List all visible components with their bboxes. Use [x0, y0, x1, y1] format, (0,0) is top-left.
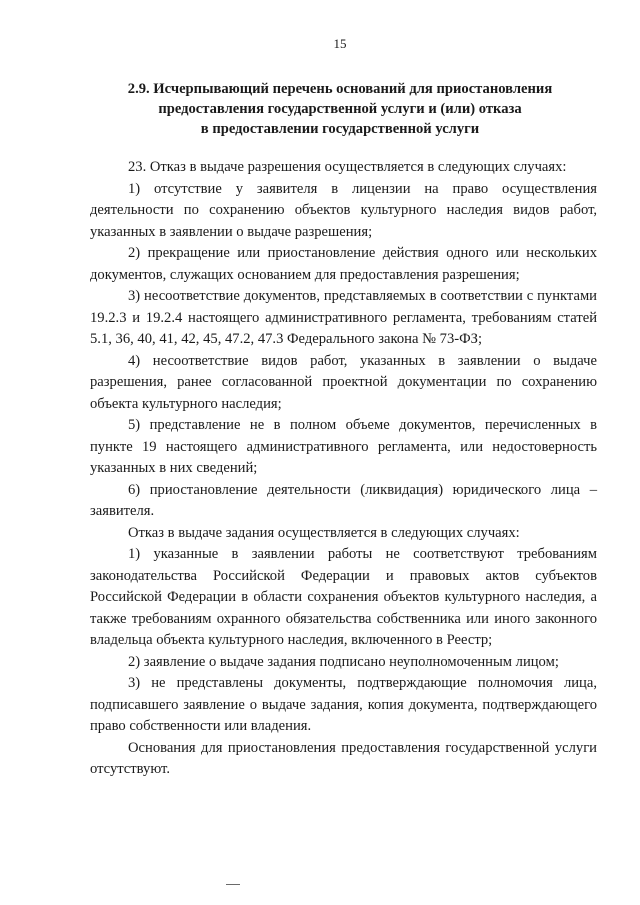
paragraph-item: 1) отсутствие у заявителя в лицензии на право осуществления деятельности по сохранению объектов культурного наследия видов работ, указанных в заявлении о выдаче разрешения;: [90, 180, 597, 240]
footer-mark: [226, 884, 240, 885]
paragraph-item: 2) заявление о выдаче задания подписано неуполномоченным лицом;: [128, 653, 559, 670]
paragraph-item: 5) представление не в полном объеме документов, перечисленных в пункте 19 настоящего административного регламента, или недостоверность указанных в них сведений;: [90, 417, 597, 476]
paragraph-item-23-intro: 23. Отказ в выдаче разрешения осуществляется в следующих случаях:: [128, 159, 567, 175]
section-heading-line: 2.9. Исчерпывающий перечень оснований для приостановления: [127, 81, 553, 97]
page-number: 15: [333, 36, 347, 51]
paragraph-conclusion: Основания для приостановления предоставления государственной услуги отсутствуют.: [90, 739, 597, 777]
paragraph-item: 3) несоответствие документов, представляемых в соответствии с пунктами 19.2.3 и 19.2.4 настоящего административного регламента, требованиям статей 5.1, 36, 40, 41, 42, 45, 47.2, 47.3 Федерального закона № 73-ФЗ;: [90, 288, 597, 347]
paragraph-item: 2) прекращение или приостановление действия одного или нескольких документов, служащих основанием для предоставления разрешения;: [90, 245, 597, 283]
paragraph-item: 6) приостановление деятельности (ликвидация) юридического лица – заявителя.: [90, 481, 597, 519]
section-heading: [90, 79, 590, 139]
section-heading-line: в предоставлении государственной услуги: [200, 121, 480, 137]
paragraph-item: 1) указанные в заявлении работы не соответствуют требованиям законодательства Российской Федерации и правовых актов субъектов Российской Федерации в области сохранения объектов культурного наследия, а также требованиям охранного обязательства собственника или иного законного владельца объекта культурного наследия, включенного в Реестр;: [90, 546, 597, 648]
document-body: [90, 157, 597, 781]
paragraph-task-refusal-intro: Отказ в выдаче задания осуществляется в следующих случаях:: [128, 524, 520, 541]
paragraph-item: 3) не представлены документы, подтверждающие полномочия лица, подписавшего заявление о выдаче задания, копия документа, подтверждающего право собственности или владения.: [90, 675, 597, 734]
section-heading-line: предоставления государственной услуги и (или) отказа: [158, 101, 522, 117]
paragraph-item: 4) несоответствие видов работ, указанных в заявлении о выдаче разрешения, ранее согласованной проектной документации по сохранению объекта культурного наследия;: [90, 352, 597, 412]
